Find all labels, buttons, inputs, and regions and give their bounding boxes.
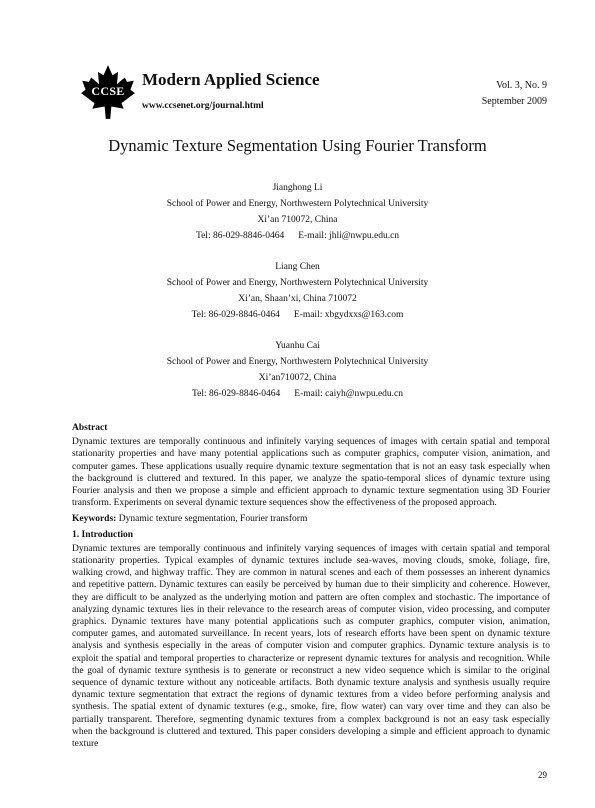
author-tel: Tel: 86-029-8846-0464 (192, 389, 281, 399)
author-block (0, 338, 595, 402)
paper-title: Dynamic Texture Segmentation Using Fourier Transform (108, 136, 487, 155)
publication-date: September 2009 (481, 96, 547, 107)
logo-text: CCSE (91, 84, 125, 98)
introduction-heading: 1. Introduction (72, 529, 134, 540)
author-affiliation: School of Power and Energy, Northwestern Polytechnical University (166, 357, 429, 367)
keywords-label: Keywords: (72, 514, 117, 525)
author-list (0, 180, 595, 417)
author-contact (0, 307, 595, 323)
introduction-text: Dynamic textures are temporally continuous and infinitely varying sequences of images with certain spatial and temporal stationarity properties. Typical examples of dynamic textures include sea-waves, moving clouds, smoke, foliage, fire, walking crowd, and highway traffic. They are common in natural scenes and each of them possesses an inherent dynamics and repetitive pattern. Dynamic textures can easily be perceived by human due to their simplicity and coherence. However, they are difficult to be analyzed as the underlying motion and pattern are often complex and stochastic. The importance of analyzing dynamic textures lies in their relevance to the research areas of computer vision, video processing, and computer graphics. Dynamic textures have many potential applications such as computer graphics, computer vision, animation, computer games, and automated surveillance. In recent years, lots of research efforts have been spent on dynamic texture analysis and synthesis especially in the areas of computer vision and computer graphics. Dynamic texture analysis is to exploit the spatial and temporal properties to characterize or represent dynamic textures for analysis and recognition. While the goal of dynamic texture synthesis is to generate or reconstruct a new video sequence which is similar to the original sequence of dynamic texture without any noticeable artifacts. Both dynamic texture analysis and synthesis usually require dynamic texture segmentation that extract the regions of dynamic textures from a video before performing analysis and synthesis. The spatial extent of dynamic textures (e.g., smoke, fire, flow water) can vary over time and they can also be partially transparent. Therefore, segmenting dynamic textures from a complex background is not an easy task especially when the background is cluttered and textured. This paper considers developing a simple and efficient approach to dynamic texture (72, 543, 550, 750)
author-contact (0, 386, 595, 402)
abstract-text: Dynamic textures are temporally continuous and infinitely varying sequences of images with certain spatial and temporal stationarity properties and have many potential applications such as computer graphics, computer vision, animation, and computer games. These applications usually require dynamic texture segmentation that is not an easy task especially when the background is cluttered and textured. In this paper, we analyze the spatio-temporal slices of dynamic texture using Fourier analysis and then we propose a simple and efficient approach to dynamic texture segmentation using 3D Fourier transform. Experiments on several dynamic texture sequences show the effectiveness of the proposed approach. (72, 437, 550, 509)
keywords-text: Dynamic texture segmentation, Fourier transform (116, 514, 308, 525)
author-contact (0, 228, 595, 244)
author-affiliation: School of Power and Energy, Northwestern Polytechnical University (166, 278, 429, 288)
volume-issue: Vol. 3, No. 9 (496, 80, 547, 91)
author-email[interactable]: E-mail: xbgydxxs@163.com (293, 310, 404, 320)
abstract-heading: Abstract (72, 423, 108, 433)
page-number: 29 (538, 770, 547, 780)
author-name: Yuanhu Cai (275, 341, 320, 351)
author-name: Liang Chen (275, 262, 320, 272)
author-address: Xi’an710072, China (258, 373, 337, 383)
author-address: Xi’an, Shaan’xi, China 710072 (238, 294, 357, 304)
journal-name: Modern Applied Science (142, 70, 320, 89)
keywords-line (72, 513, 550, 525)
author-block (0, 180, 595, 244)
author-block (0, 259, 595, 323)
ccse-logo (80, 64, 136, 120)
author-tel: Tel: 86-029-8846-0464 (191, 310, 280, 320)
author-address: Xi’an 710072, China (257, 215, 338, 225)
paper-body (72, 422, 550, 754)
author-name: Jianghong Li (272, 183, 323, 193)
journal-url[interactable]: www.ccsenet.org/journal.html (142, 101, 264, 111)
author-affiliation: School of Power and Energy, Northwestern Polytechnical University (166, 199, 429, 209)
author-tel: Tel: 86-029-8846-0464 (195, 231, 285, 241)
author-email[interactable]: E-mail: caiyh@nwpu.edu.cn (294, 389, 403, 399)
author-email[interactable]: E-mail: jhli@nwpu.edu.cn (298, 231, 400, 241)
